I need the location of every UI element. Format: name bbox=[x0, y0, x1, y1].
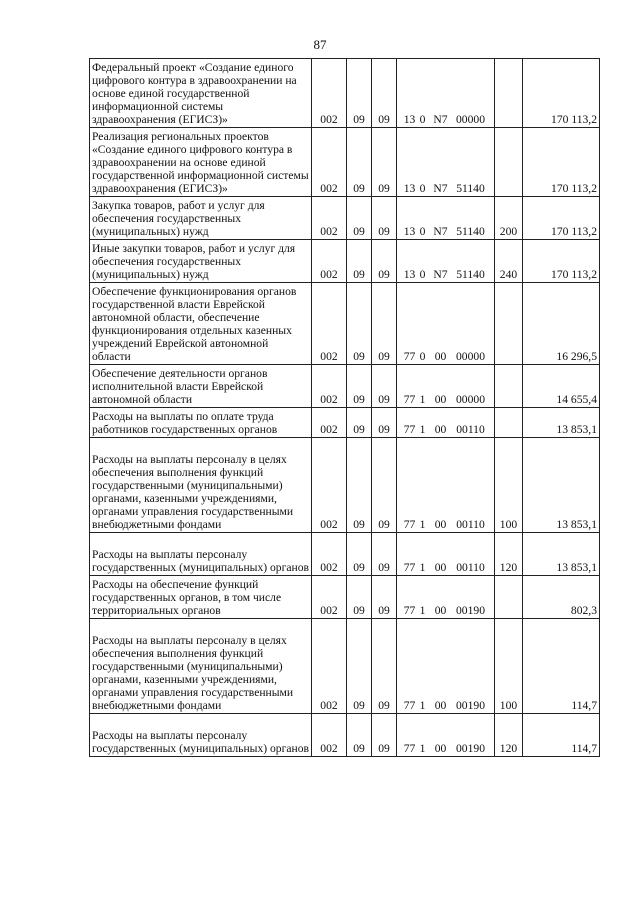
amount-cell: 14 655,4 bbox=[523, 365, 600, 408]
target-article-part: 51140 bbox=[456, 268, 485, 281]
target-article-cell bbox=[397, 408, 495, 438]
ministry-code-cell: 002 bbox=[312, 365, 347, 408]
amount-cell: 16 296,5 bbox=[523, 283, 600, 365]
target-article-part: 00190 bbox=[456, 604, 485, 617]
target-article-part: 77 bbox=[403, 423, 416, 436]
target-article-part: 77 bbox=[403, 742, 416, 755]
subsection-code-cell: 09 bbox=[372, 438, 397, 533]
table-row bbox=[90, 197, 600, 240]
target-article-cell bbox=[397, 240, 495, 283]
page-number: 87 bbox=[313, 37, 327, 52]
subsection-code-cell: 09 bbox=[372, 59, 397, 128]
target-article-cell bbox=[397, 128, 495, 197]
target-article-cell bbox=[397, 365, 495, 408]
expense-type-cell: 200 bbox=[495, 197, 523, 240]
section-code-cell: 09 bbox=[347, 408, 372, 438]
target-article-part: N7 bbox=[433, 113, 448, 126]
section-code-cell: 09 bbox=[347, 283, 372, 365]
ministry-code-cell: 002 bbox=[312, 619, 347, 714]
target-article-cell bbox=[397, 533, 495, 576]
target-article-part: 00000 bbox=[456, 113, 485, 126]
target-article-part: 00110 bbox=[456, 423, 485, 436]
target-article-part: 13 bbox=[403, 113, 416, 126]
target-article-part: 00 bbox=[434, 423, 447, 436]
target-article-cell bbox=[397, 576, 495, 619]
amount-cell: 170 113,2 bbox=[523, 197, 600, 240]
table-row bbox=[90, 128, 600, 197]
target-article-part: 0 bbox=[419, 182, 426, 195]
target-article-part: 00 bbox=[434, 561, 447, 574]
section-code-cell: 09 bbox=[347, 714, 372, 757]
target-article-part: 00 bbox=[434, 393, 447, 406]
target-article-part: 51140 bbox=[456, 225, 485, 238]
target-article-part: 00000 bbox=[456, 393, 485, 406]
ministry-code-cell: 002 bbox=[312, 533, 347, 576]
target-article-part: 1 bbox=[419, 423, 426, 436]
target-article-part: 00 bbox=[434, 699, 447, 712]
expense-type-cell bbox=[495, 365, 523, 408]
amount-cell: 13 853,1 bbox=[523, 408, 600, 438]
subsection-code-cell: 09 bbox=[372, 128, 397, 197]
expense-name-cell: Расходы на выплаты персоналу государственных (муниципальных) органов bbox=[90, 714, 312, 757]
expense-name-cell: Иные закупки товаров, работ и услуг для обеспечения государственных (муниципальных) нужд bbox=[90, 240, 312, 283]
table-row bbox=[90, 533, 600, 576]
table-row bbox=[90, 408, 600, 438]
expense-type-cell: 240 bbox=[495, 240, 523, 283]
table-row bbox=[90, 283, 600, 365]
target-article-cell bbox=[397, 714, 495, 757]
target-article-part: 1 bbox=[419, 604, 426, 617]
subsection-code-cell: 09 bbox=[372, 408, 397, 438]
target-article-part: 1 bbox=[419, 518, 426, 531]
amount-cell: 170 113,2 bbox=[523, 59, 600, 128]
section-code-cell: 09 bbox=[347, 533, 372, 576]
target-article-part: 51140 bbox=[456, 182, 485, 195]
table-row bbox=[90, 240, 600, 283]
target-article-part: 77 bbox=[403, 604, 416, 617]
target-article-part: 00110 bbox=[456, 561, 485, 574]
table-row bbox=[90, 59, 600, 128]
table-row bbox=[90, 438, 600, 533]
expense-name-cell: Обеспечение деятельности органов исполнительной власти Еврейской автономной области bbox=[90, 365, 312, 408]
ministry-code-cell: 002 bbox=[312, 240, 347, 283]
ministry-code-cell: 002 bbox=[312, 59, 347, 128]
amount-cell: 13 853,1 bbox=[523, 533, 600, 576]
target-article-part: 0 bbox=[419, 225, 426, 238]
ministry-code-cell: 002 bbox=[312, 197, 347, 240]
expense-name-cell: Расходы на обеспечение функций государственных органов, в том числе территориальных органов bbox=[90, 576, 312, 619]
expense-type-cell bbox=[495, 408, 523, 438]
expense-type-cell: 120 bbox=[495, 714, 523, 757]
ministry-code-cell: 002 bbox=[312, 128, 347, 197]
target-article-part: 77 bbox=[403, 350, 416, 363]
subsection-code-cell: 09 bbox=[372, 365, 397, 408]
section-code-cell: 09 bbox=[347, 438, 372, 533]
budget-table bbox=[89, 58, 600, 757]
target-article-part: 1 bbox=[419, 393, 426, 406]
ministry-code-cell: 002 bbox=[312, 283, 347, 365]
target-article-part: 0 bbox=[419, 268, 426, 281]
amount-cell: 114,7 bbox=[523, 619, 600, 714]
target-article-part: N7 bbox=[433, 182, 448, 195]
target-article-part: 0 bbox=[419, 350, 426, 363]
ministry-code-cell: 002 bbox=[312, 714, 347, 757]
target-article-part: 00 bbox=[434, 742, 447, 755]
amount-cell: 802,3 bbox=[523, 576, 600, 619]
table-row bbox=[90, 714, 600, 757]
expense-name-cell: Расходы на выплаты персоналу в целях обеспечения выполнения функций государственными (муниципальными) органами, казенными учреждениями, органами управления государственными внебюджетными фондами bbox=[90, 438, 312, 533]
subsection-code-cell: 09 bbox=[372, 576, 397, 619]
target-article-part: 00000 bbox=[456, 350, 485, 363]
target-article-cell bbox=[397, 283, 495, 365]
expense-name-cell: Расходы на выплаты по оплате труда работников государственных органов bbox=[90, 408, 312, 438]
expense-name-cell: Реализация региональных проектов «Создание единого цифрового контура в здравоохранении на основе единой государственной информационной системы здравоохранения (ЕГИСЗ)» bbox=[90, 128, 312, 197]
table-body bbox=[90, 59, 600, 757]
expense-name-cell: Расходы на выплаты персоналу в целях обеспечения выполнения функций государственными (муниципальными) органами, казенными учреждениями, органами управления государственными внебюджетными фондами bbox=[90, 619, 312, 714]
target-article-cell bbox=[397, 619, 495, 714]
subsection-code-cell: 09 bbox=[372, 283, 397, 365]
expense-name-cell: Обеспечение функционирования органов государственной власти Еврейской автономной области, обеспечение функционирования отдельных казенных учреждений Еврейской автономной области bbox=[90, 283, 312, 365]
section-code-cell: 09 bbox=[347, 365, 372, 408]
target-article-part: 00 bbox=[434, 350, 447, 363]
target-article-part: 13 bbox=[403, 225, 416, 238]
subsection-code-cell: 09 bbox=[372, 619, 397, 714]
target-article-part: N7 bbox=[433, 225, 448, 238]
target-article-cell bbox=[397, 59, 495, 128]
target-article-part: 1 bbox=[419, 561, 426, 574]
target-article-part: 00 bbox=[434, 518, 447, 531]
amount-cell: 170 113,2 bbox=[523, 240, 600, 283]
table-row bbox=[90, 576, 600, 619]
section-code-cell: 09 bbox=[347, 128, 372, 197]
expense-type-cell bbox=[495, 283, 523, 365]
expense-type-cell: 100 bbox=[495, 619, 523, 714]
subsection-code-cell: 09 bbox=[372, 197, 397, 240]
target-article-part: 00110 bbox=[456, 518, 485, 531]
ministry-code-cell: 002 bbox=[312, 438, 347, 533]
section-code-cell: 09 bbox=[347, 240, 372, 283]
expense-type-cell bbox=[495, 59, 523, 128]
expense-type-cell: 100 bbox=[495, 438, 523, 533]
target-article-part: 00 bbox=[434, 604, 447, 617]
target-article-cell bbox=[397, 197, 495, 240]
section-code-cell: 09 bbox=[347, 619, 372, 714]
subsection-code-cell: 09 bbox=[372, 533, 397, 576]
expense-type-cell bbox=[495, 128, 523, 197]
expense-name-cell: Закупка товаров, работ и услуг для обеспечения государственных (муниципальных) нужд bbox=[90, 197, 312, 240]
target-article-part: 77 bbox=[403, 561, 416, 574]
amount-cell: 170 113,2 bbox=[523, 128, 600, 197]
expense-name-cell: Федеральный проект «Создание единого цифрового контура в здравоохранении на основе единой государственной информационной системы здравоохранения (ЕГИСЗ)» bbox=[90, 59, 312, 128]
section-code-cell: 09 bbox=[347, 59, 372, 128]
target-article-part: N7 bbox=[433, 268, 448, 281]
subsection-code-cell: 09 bbox=[372, 240, 397, 283]
ministry-code-cell: 002 bbox=[312, 576, 347, 619]
expense-name-cell: Расходы на выплаты персоналу государственных (муниципальных) органов bbox=[90, 533, 312, 576]
target-article-part: 77 bbox=[403, 518, 416, 531]
target-article-part: 00190 bbox=[456, 699, 485, 712]
expense-type-cell bbox=[495, 576, 523, 619]
table-row bbox=[90, 365, 600, 408]
expense-type-cell: 120 bbox=[495, 533, 523, 576]
target-article-part: 13 bbox=[403, 182, 416, 195]
section-code-cell: 09 bbox=[347, 197, 372, 240]
ministry-code-cell: 002 bbox=[312, 408, 347, 438]
target-article-part: 0 bbox=[419, 113, 426, 126]
amount-cell: 114,7 bbox=[523, 714, 600, 757]
target-article-cell bbox=[397, 438, 495, 533]
target-article-part: 77 bbox=[403, 393, 416, 406]
target-article-part: 1 bbox=[419, 742, 426, 755]
amount-cell: 13 853,1 bbox=[523, 438, 600, 533]
table-row bbox=[90, 619, 600, 714]
target-article-part: 77 bbox=[403, 699, 416, 712]
section-code-cell: 09 bbox=[347, 576, 372, 619]
target-article-part: 1 bbox=[419, 699, 426, 712]
target-article-part: 13 bbox=[403, 268, 416, 281]
subsection-code-cell: 09 bbox=[372, 714, 397, 757]
target-article-part: 00190 bbox=[456, 742, 485, 755]
